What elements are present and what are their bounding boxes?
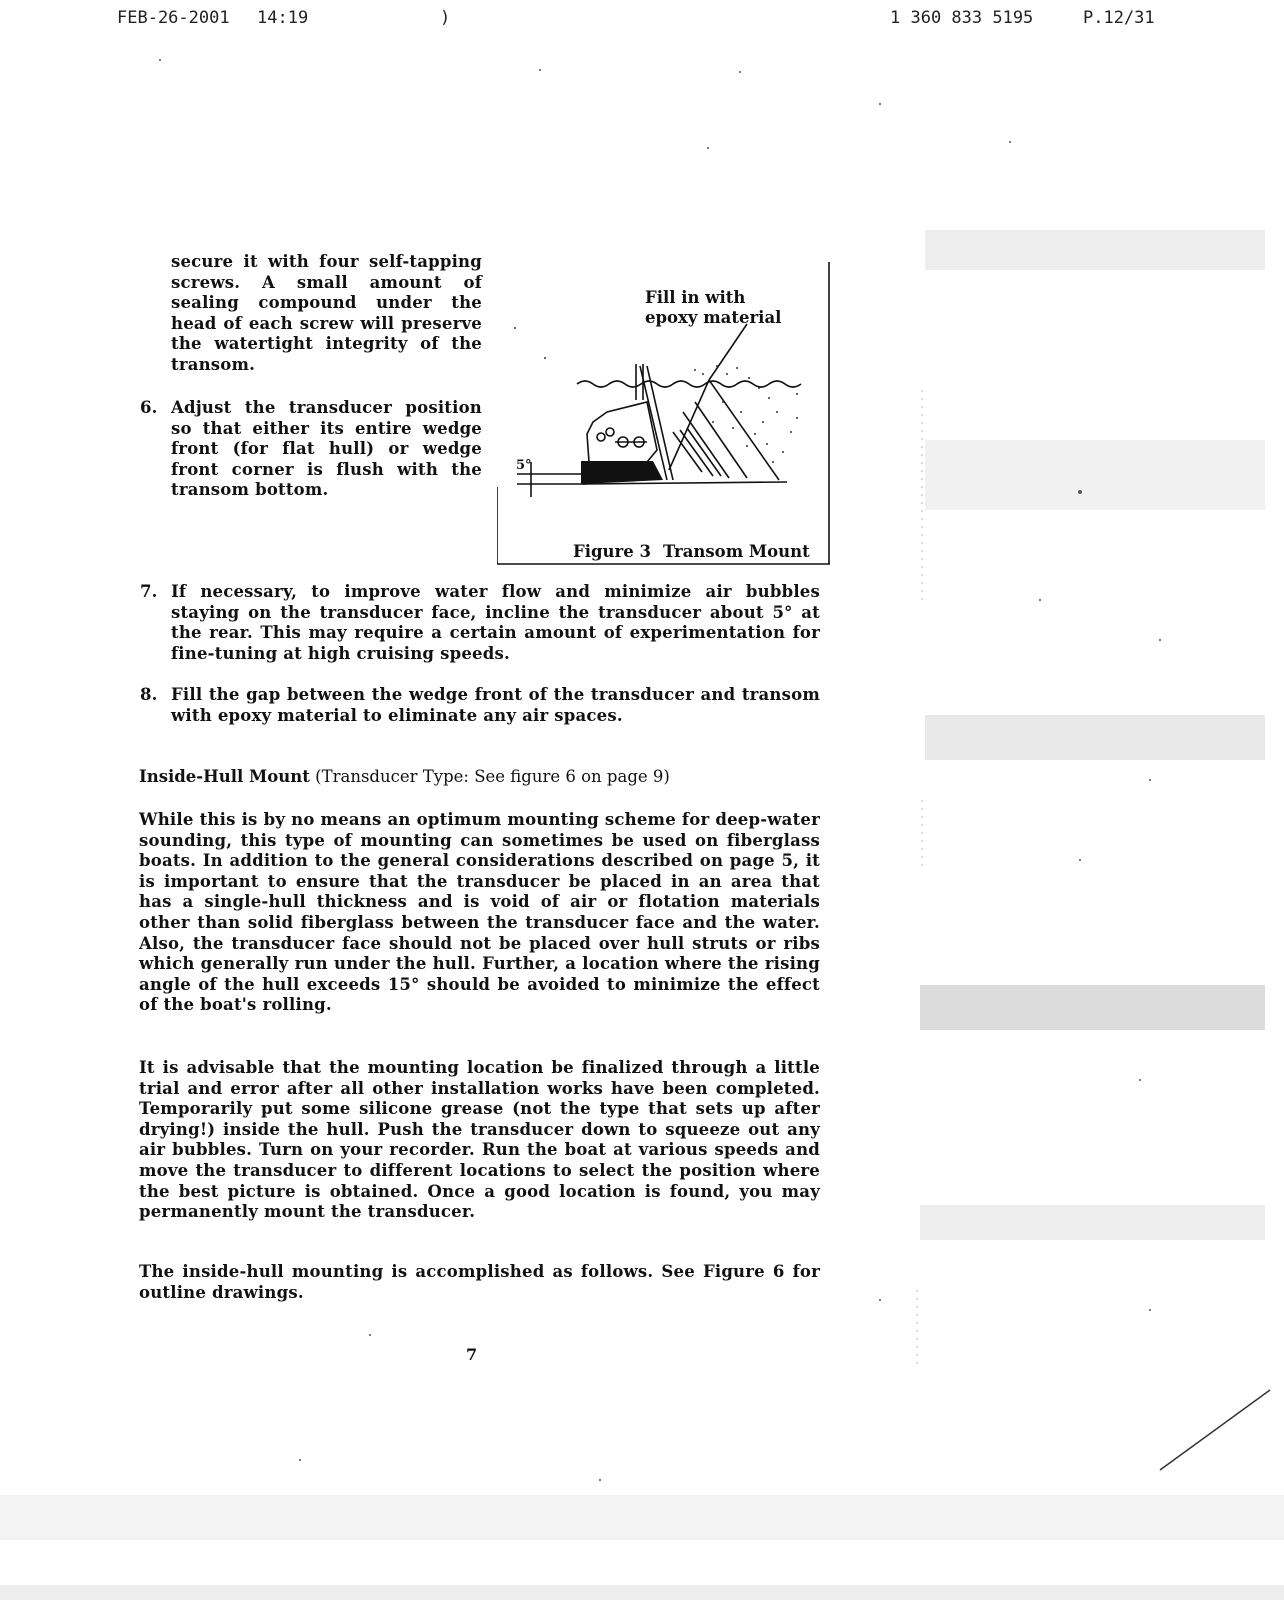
paragraph: It is advisable that the mounting location be finalized through a little trial and error after all other installation works have been completed. Temporarily put some silicone grease (not the type that sets up after drying!) inside the hull. Push the transducer down to squeeze out any air bubbles. Turn on your recorder. Run the boat at various speeds and move the transducer to different locations to select the position where the best picture is obtained. Once a good location is found, you may permanently mount the transducer.: [139, 1058, 820, 1222]
step-text: If necessary, to improve water flow and minimize air bubbles staying on the transducer face, incline the transducer about 5° at the rear. This may require a certain amount of experimentation for fine-tuning at high cruising speeds.: [171, 582, 820, 663]
figure-transom-mount: [497, 262, 830, 565]
fax-page-count: P.12/31: [1083, 8, 1155, 28]
figure-label-line-2: epoxy material: [645, 308, 782, 327]
figure-label-line-1: Fill in with: [645, 288, 746, 307]
figure-number: Figure 3: [573, 542, 651, 561]
step-5-continuation: secure it with four self-tapping screws. A small amount of sealing compound under the head of each screw will preserve the watertight integrity of the transom.: [171, 252, 482, 374]
page-number: 7: [466, 1345, 478, 1364]
paragraph: While this is by no means an optimum mounting scheme for deep-water sounding, this type of mounting can sometimes be used on fiberglass boats. In addition to the general considerations described on page 5, it is important to ensure that the transducer be placed in an area that has a single-hull thickness and is void of air or flotation materials other than solid fiberglass between the transducer face and the water. Also, the transducer face should not be placed over hull struts or ribs which generally run under the hull. Further, a location where the rising angle of the hull exceeds 15° should be avoided to minimize the effect of the boat's rolling.: [139, 810, 820, 1015]
section-subtitle: (Transducer Type: See figure 6 on page 9): [315, 767, 670, 786]
fax-mark: ): [440, 8, 451, 28]
fax-phone-number: 1 360 833 5195: [890, 8, 1034, 28]
figure-caption: [573, 542, 810, 561]
figure-title: Transom Mount: [662, 542, 810, 561]
fax-time: 14:19: [257, 8, 309, 28]
angle-label: 5°: [516, 458, 532, 473]
fax-date: FEB-26-2001: [117, 8, 230, 28]
step-text: Fill the gap between the wedge front of the transducer and transom with epoxy material to eliminate any air spaces.: [171, 685, 820, 725]
section-title: Inside-Hull Mount: [139, 767, 310, 786]
paragraph: The inside-hull mounting is accomplished as follows. See Figure 6 for outline drawings.: [139, 1262, 820, 1302]
step-number: 6.: [140, 398, 158, 417]
section-heading: [139, 767, 670, 786]
step-number: 8.: [140, 685, 158, 704]
fax-header: [0, 8, 1284, 32]
step-number: 7.: [140, 582, 158, 601]
step-text: Adjust the transducer position so that either its entire wedge front (for flat hull) or wedge front corner is flush with the transom bottom.: [171, 398, 482, 500]
